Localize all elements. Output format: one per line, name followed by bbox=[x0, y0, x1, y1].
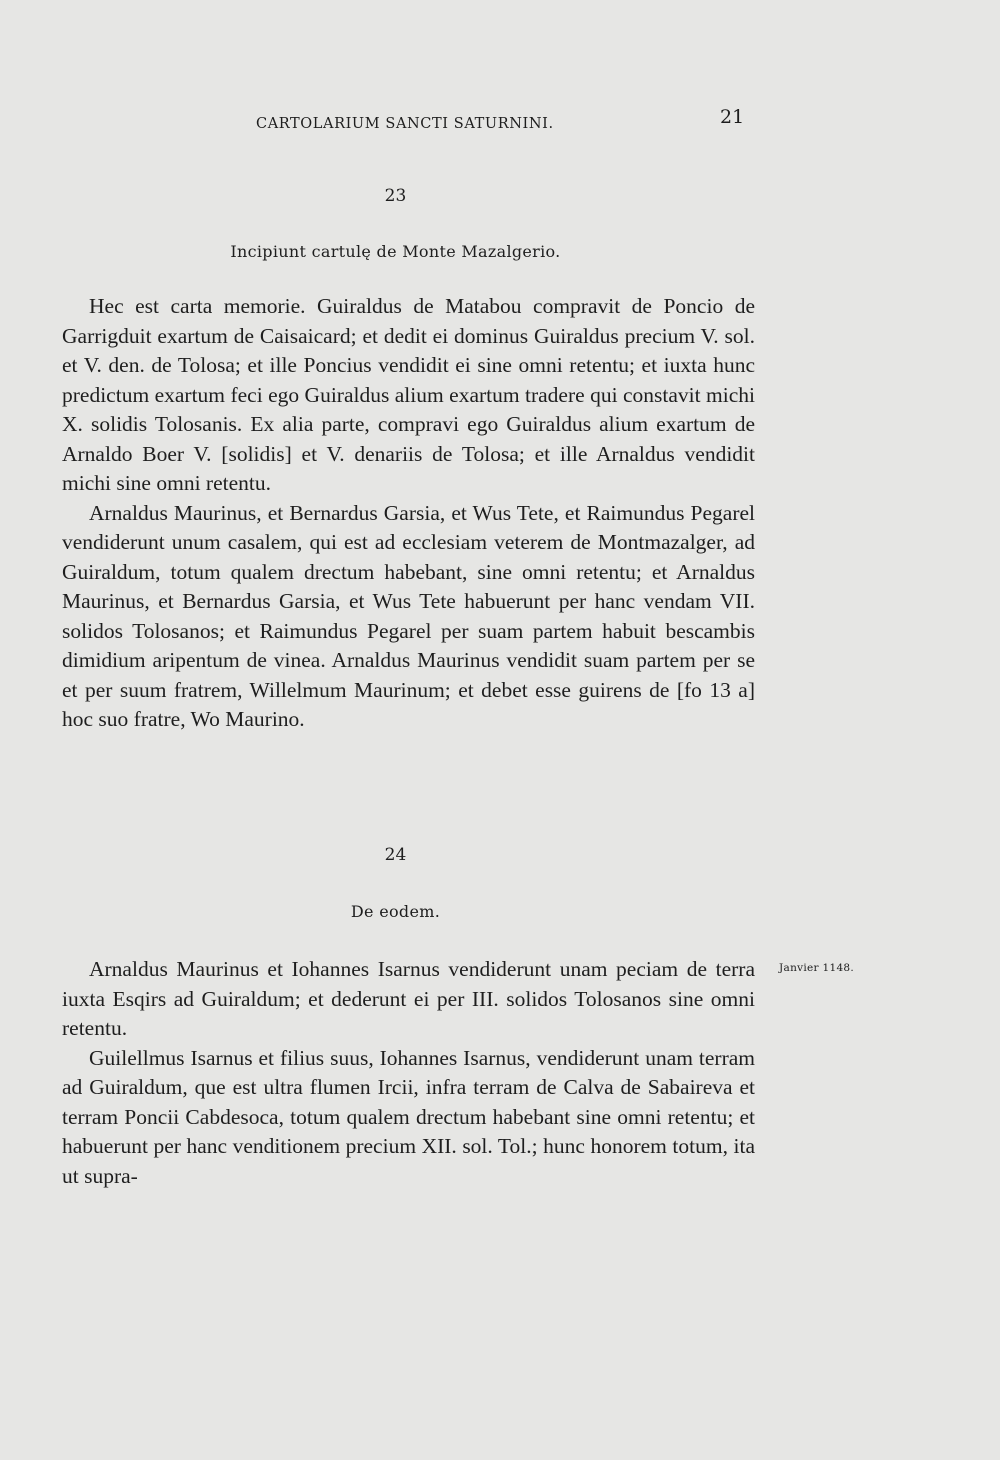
charter-24-paragraph-1: Arnaldus Maurinus et Iohannes Isarnus vendiderunt unam peciam de terra iuxta Esqirs ad Guiraldum; et dederunt ei per III. solidos Tolosanos sine omni retentu. bbox=[62, 957, 755, 1040]
charter-24-paragraph-2: Guilellmus Isarnus et filius suus, Iohannes Isarnus, vendiderunt unam terram ad Guiraldum, que est ultra flumen Ircii, infra terram de Calva de Sabaireva et terram Poncii Cabdesoca, totum qualem drectum habebant sine omni retentu; et habuerunt per hanc venditionem precium XII. sol. Tol.; hunc honorem totum, ita ut supra- bbox=[62, 1045, 755, 1188]
charter-23-paragraph-2: Arnaldus Maurinus, et Bernardus Garsia, et Wus Tete, et Raimundus Pegarel vendiderunt unum casalem, qui est ad ecclesiam veterem de Montmazalger, ad Guiraldum, totum qualem drectum habebant, sine omni retentu; et Arnaldus Maurinus, et Bernardus Garsia, et Wus Tete habuerunt per hanc vendam VII. solidos Tolosanos; et Raimundus Pegarel per suam partem habuit bescambis dimidium aripentum de vinea. Arnaldus Maurinus vendidit suam partem per se et per suum fratrem, Willelmum Maurinum; et debet esse guirens de [fo 13 a] hoc suo fratre, Wo Maurino. bbox=[62, 500, 755, 731]
running-title: CARTOLARIUM SANCTI SATURNINI. bbox=[256, 116, 554, 132]
charter-number-23: 23 bbox=[384, 186, 407, 206]
charter-title-24: De eodem. bbox=[350, 902, 441, 921]
page-number: 21 bbox=[720, 106, 745, 128]
charter-body-24 bbox=[62, 955, 755, 1191]
charter-23-paragraph-1: Hec est carta memorie. Guiraldus de Matabou compravit de Poncio de Garrigduit exartum de Caisaicard; et dedit ei dominus Guiraldus precium V. sol. et V. den. de Tolosa; et ille Poncius vendidit ei sine omni retentu; et iuxta hunc predictum exartum feci ego Guiraldus alium exartum tradere qui constavit michi X. solidis Tolosanis. Ex alia parte, compravi ego Guiraldus alium exartum de Arnaldo Boer V. [solidis] et V. denariis de Tolosa; et ille Arnaldus vendidit michi sine omni retentu. bbox=[62, 294, 755, 495]
charter-body-23 bbox=[62, 292, 755, 735]
charter-number-24: 24 bbox=[384, 845, 407, 865]
charter-title-23: Incipiunt cartulę de Monte Mazalgerio. bbox=[230, 242, 561, 261]
margin-date-note: Janvier 1148. bbox=[779, 962, 855, 974]
